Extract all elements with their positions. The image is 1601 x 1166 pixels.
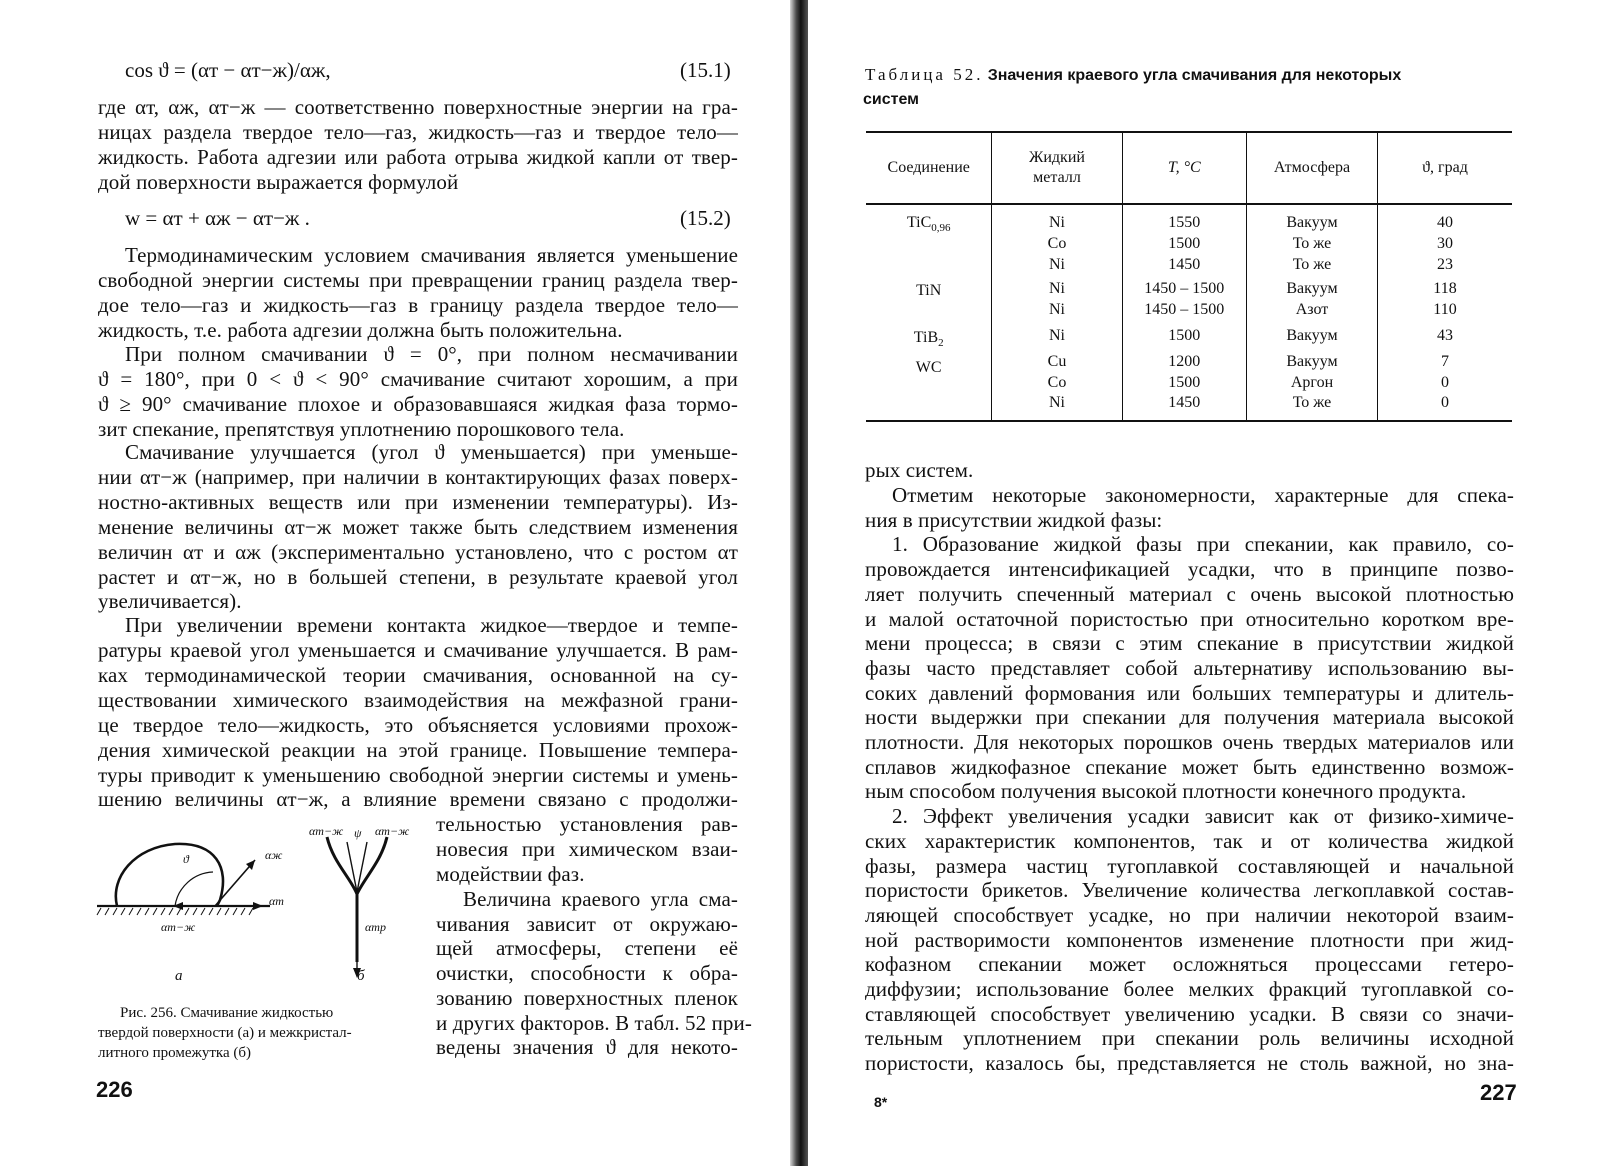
alpha-zh-label: αж xyxy=(265,848,283,862)
table-caption: Значения краевого угла смачивания для некоторых xyxy=(987,67,1402,84)
metal-value: Co xyxy=(1047,373,1067,391)
text-line: провождается интенсификацией усадки, что в принципе позво- xyxy=(865,557,1514,581)
text-line: увеличивается). xyxy=(98,589,242,613)
text-line: менение величины αт−ж может также быть следствием изменения xyxy=(98,515,738,539)
alpha-tzh-label: αт−ж xyxy=(161,920,196,934)
text-line: свободной энергии системы при превращении границ раздела твер- xyxy=(98,268,738,292)
angle-value: 118 xyxy=(1433,280,1457,298)
text-line: пористости брикетов. Увеличение количества легкоплавкой состав- xyxy=(865,878,1514,902)
text-line: растет и αт−ж, но в большей степени, в результате краевой угол xyxy=(98,565,738,589)
equation-15-1: cos ϑ = (αт − αт−ж)/αж, xyxy=(125,58,331,82)
temperature-value: 1450 xyxy=(1168,394,1201,412)
book-gutter xyxy=(790,0,808,1166)
text-line: Термодинамическим условием смачивания является уменьшение xyxy=(125,243,738,267)
text-line: щей атмосферы, степени её xyxy=(436,936,738,960)
temperature-value: 1500 xyxy=(1168,234,1201,252)
metal-value: Ni xyxy=(1048,394,1065,412)
alpha-tr-label: αтр xyxy=(365,920,386,934)
table-row xyxy=(866,204,1512,414)
table-label: Таблица 52. xyxy=(865,65,984,84)
header-metal xyxy=(992,132,1122,204)
temperature-value: 1450 xyxy=(1168,255,1201,273)
table-title-cont xyxy=(863,87,919,112)
text-line: ках термодинамической теории смачивания, основанной на су- xyxy=(98,663,738,687)
text-line: величин αт и αж (экспериментально установлено, что с ростом αт xyxy=(98,540,738,564)
metal-value: Ni xyxy=(1048,280,1065,298)
text-line: жидкость. Работа адгезии или работа отрыва жидкой капли от твер- xyxy=(98,145,738,169)
text-line: рых систем. xyxy=(865,458,974,482)
table-bottom-rule xyxy=(866,414,1512,421)
text-line: це твердое тело—жидкость, это объясняется условиями прохож- xyxy=(98,713,738,737)
header-metal-line: металл xyxy=(1033,169,1081,186)
compound-tin: TiN xyxy=(916,281,942,299)
metal-value: Ni xyxy=(1048,255,1065,273)
text-line: дой поверхности выражается формулой xyxy=(98,170,459,194)
right-page xyxy=(808,0,1601,1166)
figure-label-b: б xyxy=(357,968,365,984)
text-line: жидкость, т.е. работа адгезии должна быть положительна. xyxy=(98,318,623,342)
figure-label-a: а xyxy=(175,968,183,984)
atmosphere-value: То же xyxy=(1292,234,1332,252)
text-line: дое тело—газ и жидкость—газ в границу раздела твердое тело— xyxy=(98,293,738,317)
angle-value: 23 xyxy=(1436,255,1453,273)
text-line: шению величины αт−ж, а влияние времени связано с продолжи- xyxy=(98,787,738,811)
text-line: ным способом получения высокой плотности конечного продукта. xyxy=(865,779,1467,803)
text-line: ских характеристик компонентов, так и от количества жидкой xyxy=(865,829,1514,853)
atmosphere-value: Вакуум xyxy=(1286,352,1338,370)
text-line: При полном смачивании ϑ = 0°, при полном несмачивании xyxy=(125,342,738,366)
header-metal-line: Жидкий xyxy=(1029,149,1085,166)
text-line: диффузии; использование более мелких фракций тугоплавкой со- xyxy=(865,977,1514,1001)
cell-temperature xyxy=(1122,204,1246,414)
header-atmosphere: Атмосфера xyxy=(1247,132,1378,204)
text-line: ния в присутствии жидкой фазы: xyxy=(865,508,1163,532)
metal-value: Ni xyxy=(1048,326,1065,344)
wetting-angle-table xyxy=(866,131,1512,422)
text-line: Смачивание улучшается (угол ϑ уменьшается) при уменьше- xyxy=(125,440,738,464)
temperature-value: 1450 – 1500 xyxy=(1144,280,1225,298)
text-line: плотности. Для некоторых порошков очень твердых материалов или xyxy=(865,730,1514,754)
text-line: ляет получить спеченный материал с очень высокой плотностью xyxy=(865,582,1514,606)
alpha-tzh-left-label: αт−ж xyxy=(309,824,344,838)
alpha-tzh-right-label: αт−ж xyxy=(375,824,410,838)
table-caption-cont: систем xyxy=(863,91,919,108)
caption-line: Рис. 256. Смачивание жидкостью xyxy=(120,1005,334,1021)
temperature-value: 1500 xyxy=(1168,373,1201,391)
text-line: зованию поверхностных пленок xyxy=(436,986,738,1010)
text-line: где αт, αж, αт−ж — соответственно поверхностные энергии на гра- xyxy=(98,95,738,119)
left-page xyxy=(0,0,790,1166)
page-number: 227 xyxy=(1480,1080,1517,1105)
text-line: и других факторов. В табл. 52 при- xyxy=(436,1011,752,1035)
atmosphere-value: Вакуум xyxy=(1286,326,1338,344)
angle-value: 7 xyxy=(1440,352,1449,370)
cell-compound: TiC$_{0,96}$ TiN TiB$_2$ WC xyxy=(866,204,992,414)
caption-line: твердой поверхности (а) и межкристал- xyxy=(98,1025,352,1041)
metal-value: Ni xyxy=(1048,301,1065,319)
text-line: 1. Образование жидкой фазы при спекании, как правило, со- xyxy=(892,532,1514,556)
text-line: ной растворимости компонентов изменение плотности при жид- xyxy=(865,928,1514,952)
psi-symbol: ψ xyxy=(354,826,362,840)
text-line: фазы, размера частиц тугоплавкой составляющей и начальной xyxy=(865,854,1514,878)
text-line: новесия при химическом взаи- xyxy=(436,837,738,861)
text-line: тельностью установления рав- xyxy=(436,812,738,836)
atmosphere-value: Аргон xyxy=(1290,373,1334,391)
metal-value: Ni xyxy=(1048,214,1065,231)
header-angle: ϑ, град xyxy=(1377,132,1512,204)
text-line: соких давлений формования или больших температуры и длитель- xyxy=(865,681,1514,705)
temperature-value: 1200 xyxy=(1168,352,1201,370)
text-line: пористости, казалось бы, представляется не столь важной, но зна- xyxy=(865,1051,1514,1075)
text-line: ратуры краевой угол уменьшается и смачивание улучшается. В рам- xyxy=(98,638,738,662)
header-compound: Соединение xyxy=(866,132,992,204)
equation-number: (15.1) xyxy=(680,58,731,82)
text-line: кофазном спекании может осложняться процессами гетеро- xyxy=(865,952,1514,976)
text-line: тельным уплотнением при спекании роль величины исходной xyxy=(865,1026,1514,1050)
text-line: дения химической реакции на этой границе. Повышение темпера- xyxy=(98,738,738,762)
text-line: ϑ ≥ 90° смачивание плохое и образовавшаяся жидкая фаза тормо- xyxy=(98,392,738,416)
theta-symbol: ϑ xyxy=(183,852,189,866)
text-line: ности выдержки при спекании для получения материала высокой xyxy=(865,705,1514,729)
wetting-diagram xyxy=(95,822,425,992)
text-line: ществовании химического взаимодействия на межфазной грани- xyxy=(98,688,738,712)
header-temperature-text: T, °C xyxy=(1167,159,1201,176)
equation-number: (15.2) xyxy=(680,206,731,230)
table-header-row xyxy=(866,132,1512,204)
figure-256 xyxy=(95,822,425,992)
atmosphere-value: То же xyxy=(1292,255,1332,273)
text-line: модействии фаз. xyxy=(436,862,585,886)
text-line: ностно-активных веществ или при изменении температуры). Из- xyxy=(98,490,738,514)
text-line: ведены значения ϑ для некото- xyxy=(436,1035,738,1059)
compound-wc: WC xyxy=(915,358,942,376)
text-line: фазы часто представляет собой альтернативу использованию вы- xyxy=(865,656,1514,680)
atmosphere-value: То же xyxy=(1292,394,1332,412)
atmosphere-value: Вакуум xyxy=(1286,280,1338,298)
text-line: чивания зависит от окружаю- xyxy=(436,912,738,936)
angle-value: 30 xyxy=(1436,234,1453,252)
text-line: зит спекание, препятствуя уплотнению порошкового тела. xyxy=(98,417,625,441)
caption-line: литного промежутка (б) xyxy=(98,1045,252,1061)
table-title xyxy=(865,63,1401,88)
text-line: ницах раздела твердое тело—газ, жидкость—газ и твердое тело— xyxy=(98,120,738,144)
text-line: Отметим некоторые закономерности, характерные для спека- xyxy=(892,483,1514,507)
atmosphere-value: Вакуум xyxy=(1286,214,1338,231)
text-line: мени процесса; в связи с этим спекание в присутствии жидкой xyxy=(865,631,1514,655)
cell-atmosphere xyxy=(1247,204,1378,414)
temperature-value: 1500 xyxy=(1168,326,1201,344)
text-line: При увеличении времени контакта жидкое—твердое и темпе- xyxy=(125,613,738,637)
printer-signature: 8* xyxy=(874,1094,888,1110)
text-line: нии αт−ж (например, при наличии в контактирующих фазах поверх- xyxy=(98,465,738,489)
angle-value: 43 xyxy=(1436,326,1453,344)
angle-value: 0 xyxy=(1440,394,1449,412)
equation-15-2: w = αт + αж − αт−ж . xyxy=(125,206,310,230)
text-line: ляющей способствует усадке, но при наличии некоторой взаим- xyxy=(865,903,1514,927)
metal-value: Cu xyxy=(1047,352,1067,370)
temperature-value: 1550 xyxy=(1168,214,1201,231)
page-number: 226 xyxy=(96,1077,133,1102)
temperature-value: 1450 – 1500 xyxy=(1144,301,1225,319)
alpha-t-label: αт xyxy=(269,894,284,908)
text-line: ϑ = 180°, при 0 < ϑ < 90° смачивание считают хорошим, а при xyxy=(98,367,738,391)
header-temperature xyxy=(1122,132,1246,204)
metal-value: Co xyxy=(1047,234,1067,252)
angle-value: 40 xyxy=(1436,214,1453,231)
text-line: ставляющей способствует увеличению усадки. В связи со значи- xyxy=(865,1002,1514,1026)
text-line: 2. Эффект увеличения усадки зависит как от физико-химиче- xyxy=(892,804,1514,828)
cell-metal xyxy=(992,204,1122,414)
text-line: сплавов жидкофазное спекание может быть единственно возмож- xyxy=(865,755,1514,779)
angle-value: 0 xyxy=(1440,373,1449,391)
text-line: и малой остаточной пористостью при относительно коротком вре- xyxy=(865,607,1514,631)
cell-angle xyxy=(1377,204,1512,414)
text-line: очистки, способности к обра- xyxy=(436,961,738,985)
atmosphere-value: Азот xyxy=(1295,301,1329,319)
text-line: туры приводит к уменьшению свободной энергии системы и умень- xyxy=(98,763,738,787)
angle-value: 110 xyxy=(1433,301,1457,319)
text-line: Величина краевого угла сма- xyxy=(463,887,738,911)
